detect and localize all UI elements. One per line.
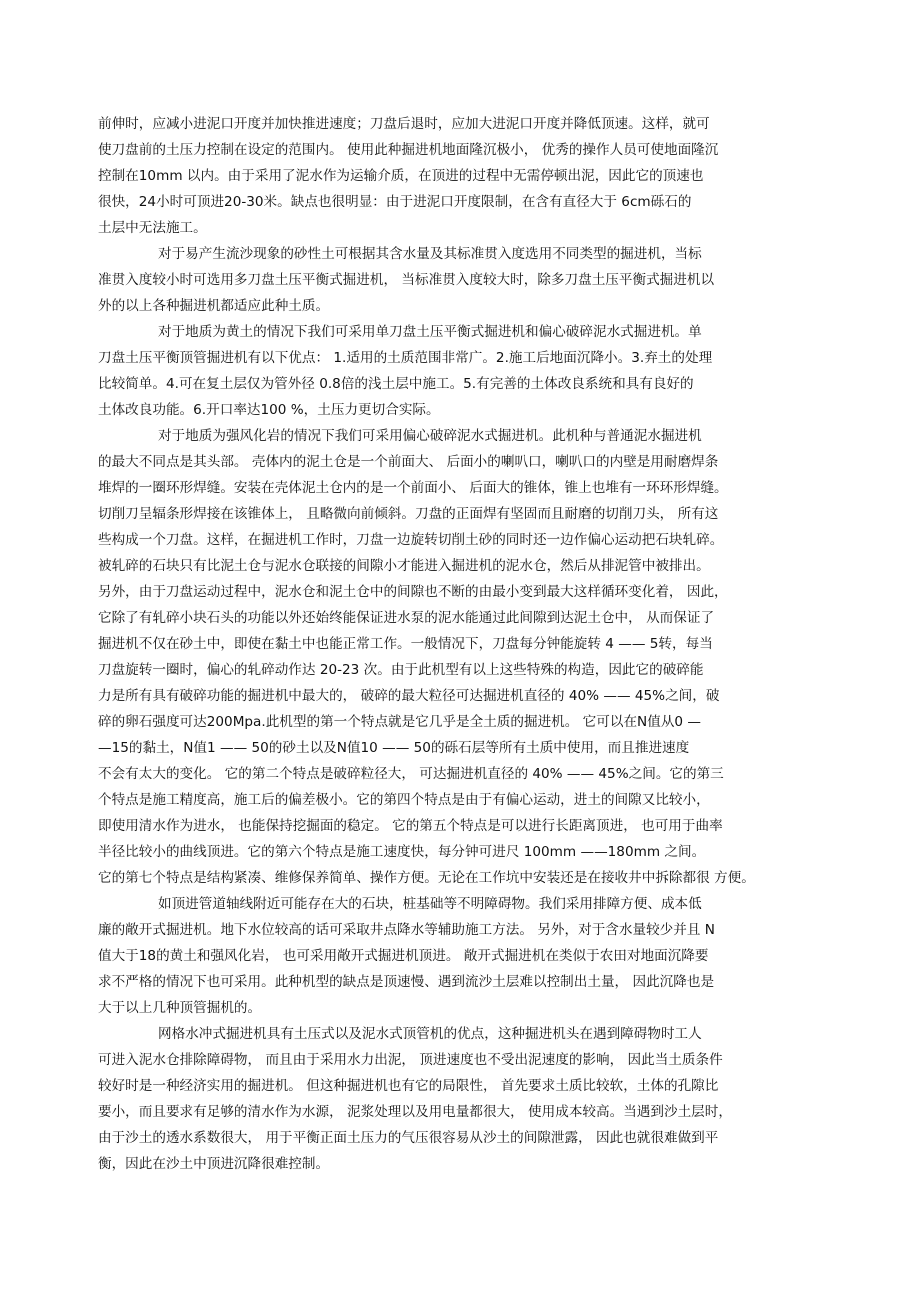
text-line: 土层中无法施工。 [98, 220, 207, 236]
text-line: 即使用清水作为进水， 也能保持挖掘面的稳定。 它的第五个特点是可以进行长距离顶进， 也可用于曲率 [98, 818, 723, 834]
text-line: 值大于18的黄土和强风化岩， 也可采用敞开式掘进机顶进。 敞开式掘进机在类似于农田对地面沉降要 [98, 948, 709, 964]
text-line: 较好时是一种经济实用的掘进机。 但这种掘进机也有它的局限性， 首先要求土质比较软，土体的孔隙比 [98, 1078, 719, 1094]
text-line: 准贯入度较小时可选用多刀盘土压平衡式掘进机， 当标准贯入度较大时，除多刀盘土压平衡式掘进机以 [98, 272, 715, 288]
text-line: 它除了有轧碎小块石头的功能以外还始终能保证进水泵的泥水能通过此间隙到达泥土仓中， 从而保证了 [98, 610, 715, 626]
text-line: 力是所有具有破碎功能的掘进机中最大的， 破碎的最大粒径可达掘进机直径的 40% —— 45%之间，破 [98, 688, 720, 704]
text-line: 堆焊的一圈环形焊缝。安装在壳体泥土仓内的是一个前面小、 后面大的锥体，锥上也堆有一环环形焊缝。 [98, 480, 728, 496]
text-line: 切削刀呈辐条形焊接在该锥体上， 且略微向前倾斜。刀盘的正面焊有坚固而且耐磨的切削刀头， 所有这 [98, 506, 719, 522]
paragraph-start-line: 对于易产生流沙现象的砂性土可根据其含水量及其标准贯入度选用不同类型的掘进机，当标 [158, 246, 702, 262]
text-line: 掘进机不仅在砂土中，即使在黏土中也能正常工作。一般情况下，刀盘每分钟能旋转 4 —— 5转，每当 [98, 636, 713, 652]
text-line: 土体改良功能。6.开口率达100 %，土压力更切合实际。 [98, 402, 440, 418]
text-line: 求不严格的情况下也可采用。此种机型的缺点是顶速慢、遇到流沙土层难以控制出土量， 因此沉降也是 [98, 974, 715, 990]
text-line: 的最大不同点是其头部。 壳体内的泥土仓是一个前面大、 后面小的喇叭口，喇叭口的内壁是用耐磨焊条 [98, 454, 719, 470]
text-line: 使刀盘前的土压力控制在设定的范围内。 使用此种掘进机地面隆沉极小， 优秀的操作人员可使地面隆沉 [98, 142, 719, 158]
text-line: 被轧碎的石块只有比泥土仓与泥水仓联接的间隙小才能进入掘进机的泥水仓，然后从排泥管中被排出。 [98, 558, 710, 574]
text-line: —15的黏土，N值1 —— 50的砂土以及N值10 —— 50的砾石层等所有土质中使用，而且推进速度 [98, 740, 690, 756]
text-line: 另外，由于刀盘运动过程中，泥水仓和泥土仓中的间隙也不断的由最小变到最大这样循环变化着， 因此， [98, 584, 728, 600]
text-line: 它的第七个特点是结构紧凑、维修保养简单、操作方便。无论在工作坑中安装还是在接收井中拆除都很 方便。 [98, 870, 755, 886]
paragraph-start-line: 对于地质为强风化岩的情况下我们可采用偏心破碎泥水式掘进机。此机种与普通泥水掘进机 [158, 428, 702, 444]
text-line: 刀盘旋转一圈时，偏心的轧碎动作达 20-23 次。由于此机型有以上这些特殊的构造，因此它的破碎能 [98, 662, 704, 678]
text-line: 些构成一个刀盘。这样，在掘进机工作时，刀盘一边旋转切削土砂的同时还一边作偏心运动把石块轧碎。 [98, 532, 724, 548]
text-line: 控制在10mm 以内。由于采用了泥水作为运输介质，在顶进的过程中无需停顿出泥，因此它的顶速也 [98, 168, 704, 184]
text-line: 比较简单。4.可在复土层仅为管外径 0.8倍的浅土层中施工。5.有完善的土体改良系统和具有良好的 [98, 376, 694, 392]
text-line: 半径比较小的曲线顶进。它的第六个特点是施工速度快，每分钟可进尺 100mm ——180mm 之间。 [98, 844, 706, 860]
text-line: 衡，因此在沙土中顶进沉降很难控制。 [98, 1156, 330, 1172]
text-line: 外的以上各种掘进机都适应此种土质。 [98, 298, 330, 314]
text-line: 要小，而且要求有足够的清水作为水源， 泥浆处理以及用电量都很大， 使用成本较高。当遇到沙土层时， [98, 1104, 732, 1120]
text-line: 大于以上几种顶管掘机的。 [98, 1000, 262, 1016]
text-line: 刀盘土压平衡顶管掘进机有以下优点： 1.适用的土质范围非常广。2.施工后地面沉降小。3.弃土的处理 [98, 350, 713, 366]
text-line: 廉的敞开式掘进机。地下水位较高的话可采取井点降水等辅助施工方法。 另外，对于含水量较少并且 N [98, 922, 715, 938]
text-line: 碎的卵石强度可达200Mpa.此机型的第一个特点就是它几乎是全土质的掘进机。 它可以在N值从0 — [98, 714, 701, 730]
paragraph-start-line: 如顶进管道轴线附近可能存在大的石块，桩基础等不明障碍物。我们采用排障方便、成本低 [158, 896, 702, 912]
text-line: 个特点是施工精度高，施工后的偏差极小。它的第四个特点是由于有偏心运动，进土的间隙又比较小， [98, 792, 710, 808]
paragraph-start-line: 网格水冲式掘进机具有土压式以及泥水式顶管机的优点，这种掘进机头在遇到障碍物时工人 [158, 1026, 702, 1042]
text-line: 很快，24小时可顶进20-30米。缺点也很明显：由于进泥口开度限制，在含有直径大于 6cm砾石的 [98, 194, 692, 210]
paragraph-start-line: 对于地质为黄土的情况下我们可采用单刀盘土压平衡式掘进机和偏心破碎泥水式掘进机。单 [158, 324, 702, 340]
text-line: 不会有太大的变化。 它的第二个特点是破碎粒径大， 可达掘进机直径的 40% —— 45%之间。它的第三 [98, 766, 724, 782]
text-line: 前伸时，应减小进泥口开度并加快推进速度；刀盘后退时，应加大进泥口开度并降低顶速。这样，就可 [98, 116, 710, 132]
text-line: 由于沙土的透水系数很大， 用于平衡正面土压力的气压很容易从沙土的间隙泄露， 因此也就很难做到平 [98, 1130, 719, 1146]
text-line: 可进入泥水仓排除障碍物， 而且由于采用水力出泥， 顶进速度也不受出泥速度的影响， 因此当土质条件 [98, 1052, 723, 1068]
